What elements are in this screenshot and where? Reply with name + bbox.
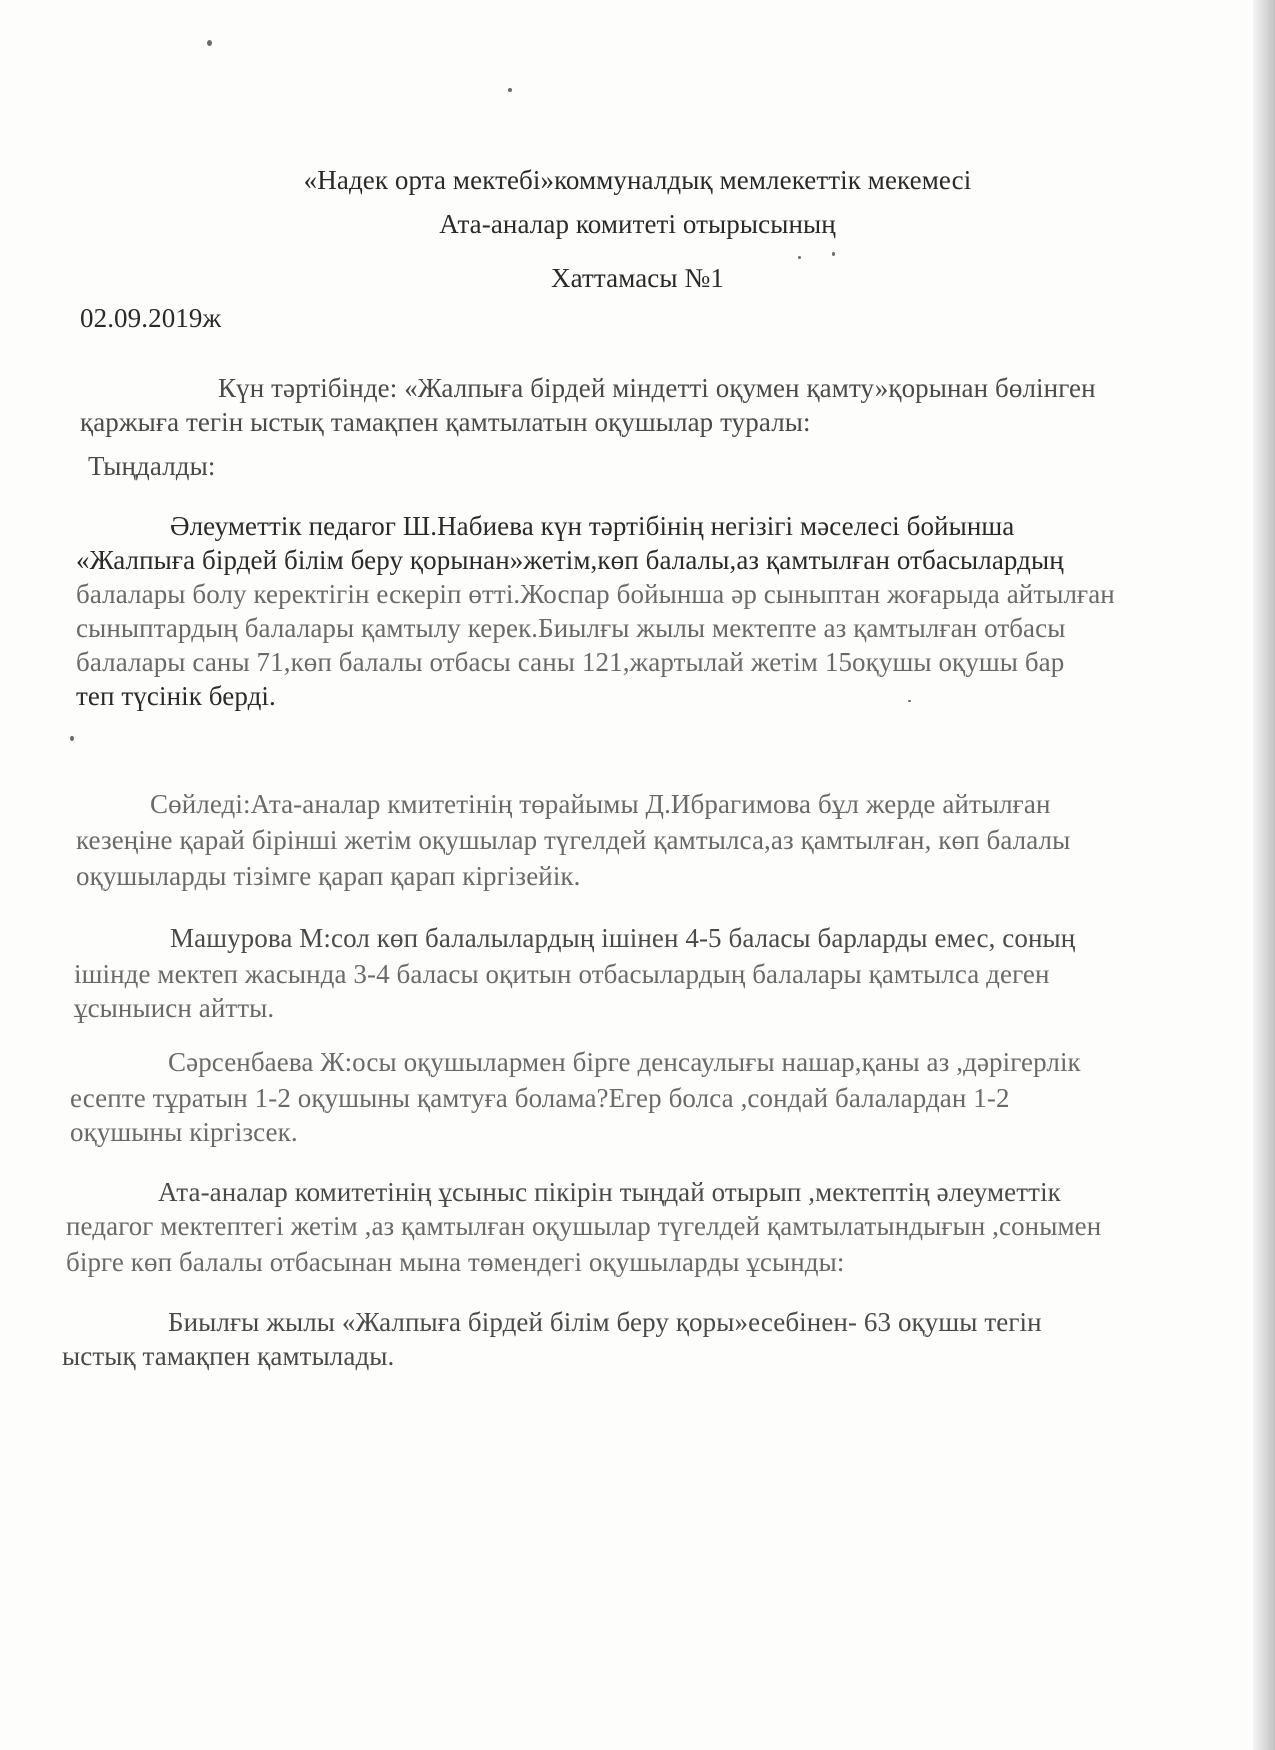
scan-speck <box>798 256 801 259</box>
scan-speck <box>70 736 74 741</box>
scan-speck <box>508 88 512 92</box>
sarsenbaeva-line: есепте тұратын 1-2 оқушыны қамтуға болама?Егер болса ,сондай балалардан 1-2 <box>70 1083 1010 1113</box>
mashurova-line: ішінде мектеп жасында 3-4 баласы оқитын отбасылардың балалары қамтылса деген <box>74 959 1050 989</box>
sarsenbaeva-line: оқушыны кіргізсек. <box>70 1117 298 1147</box>
decision-line: ыстық тамақпен қамтылады. <box>62 1341 395 1371</box>
committee-heading: Ата-аналар комитеті отырысының <box>439 209 836 239</box>
heard-line: сыныптардың балалары қамтылу керек.Биылғы жылы мектепте аз қамтылған отбасы <box>76 613 1066 643</box>
committee-line: Ата-аналар комитетінің ұсыныс пікірін тыңдай отырып ,мектептің әлеуметтік <box>158 1177 1061 1207</box>
sarsenbaeva-line: Сәрсенбаева Ж:осы оқушылармен бірге денсаулығы нашар,қаны аз ,дәрігерлік <box>168 1047 1081 1077</box>
heard-line: балалары болу керектігін ескеріп өтті.Жоспар бойынша әр сыныптан жоғарыда айтылған <box>76 579 1115 609</box>
committee-line: педагог мектептегі жетім ,аз қамтылған оқушылар түгелдей қамтылатындығын ,сонымен <box>66 1211 1102 1241</box>
heard-line: «Жалпыға бірдей білім беру қорынан»жетім,көп балалы,аз қамтылған отбасылардың <box>76 545 1064 575</box>
spoke-line: кезеңіне қарай бірінші жетім оқушылар түгелдей қамтылса,аз қамтылған, көп балалы <box>76 825 1071 855</box>
committee-line: бірге көп балалы отбасынан мына төмендегі оқушыларды ұсынды: <box>66 1247 845 1277</box>
scan-speck <box>908 700 911 702</box>
document-title: Хаттамасы №1 <box>551 263 724 293</box>
agenda-line: қаржыға тегін ыстық тамақпен қамтылатын оқушылар туралы: <box>80 407 811 437</box>
heard-line: теп түсінік берді. <box>76 681 276 711</box>
agenda-line: Күн тәртібінде: «Жалпыға бірдей міндетті оқумен қамту»қорынан бөлінген <box>218 373 1096 403</box>
scan-speck <box>207 40 212 46</box>
spoke-line: оқушыларды тізімге қарап қарап кіргізейік. <box>76 861 581 891</box>
mashurova-line: Машурова М:сол көп балалылардың ішінен 4-5 баласы барларды емес, соның <box>170 923 1076 953</box>
institution-name: «Надек орта мектебі»коммуналдық мемлекеттік мекемесі <box>303 165 972 195</box>
decision-line: Биылғы жылы «Жалпыға бірдей білім беру қоры»есебінен- 63 оқушы тегін <box>168 1307 1042 1337</box>
scan-speck <box>832 252 835 256</box>
mashurova-line: ұсыныисн айтты. <box>74 993 275 1023</box>
heard-line: балалары саны 71,көп балалы отбасы саны 121,жартылай жетім 15оқушы оқушы бар <box>76 647 1065 677</box>
heard-label: Тыңдалды: <box>88 451 216 481</box>
heard-line: Әлеуметтік педагог Ш.Набиева күн тәртібінің негізігі мәселесі бойынша <box>170 511 1015 541</box>
document-date: 02.09.2019ж <box>80 303 222 333</box>
spoke-line: Сөйледі:Ата-аналар кмитетінің төрайымы Д.Ибрагимова бұл жерде айтылған <box>150 789 1051 819</box>
